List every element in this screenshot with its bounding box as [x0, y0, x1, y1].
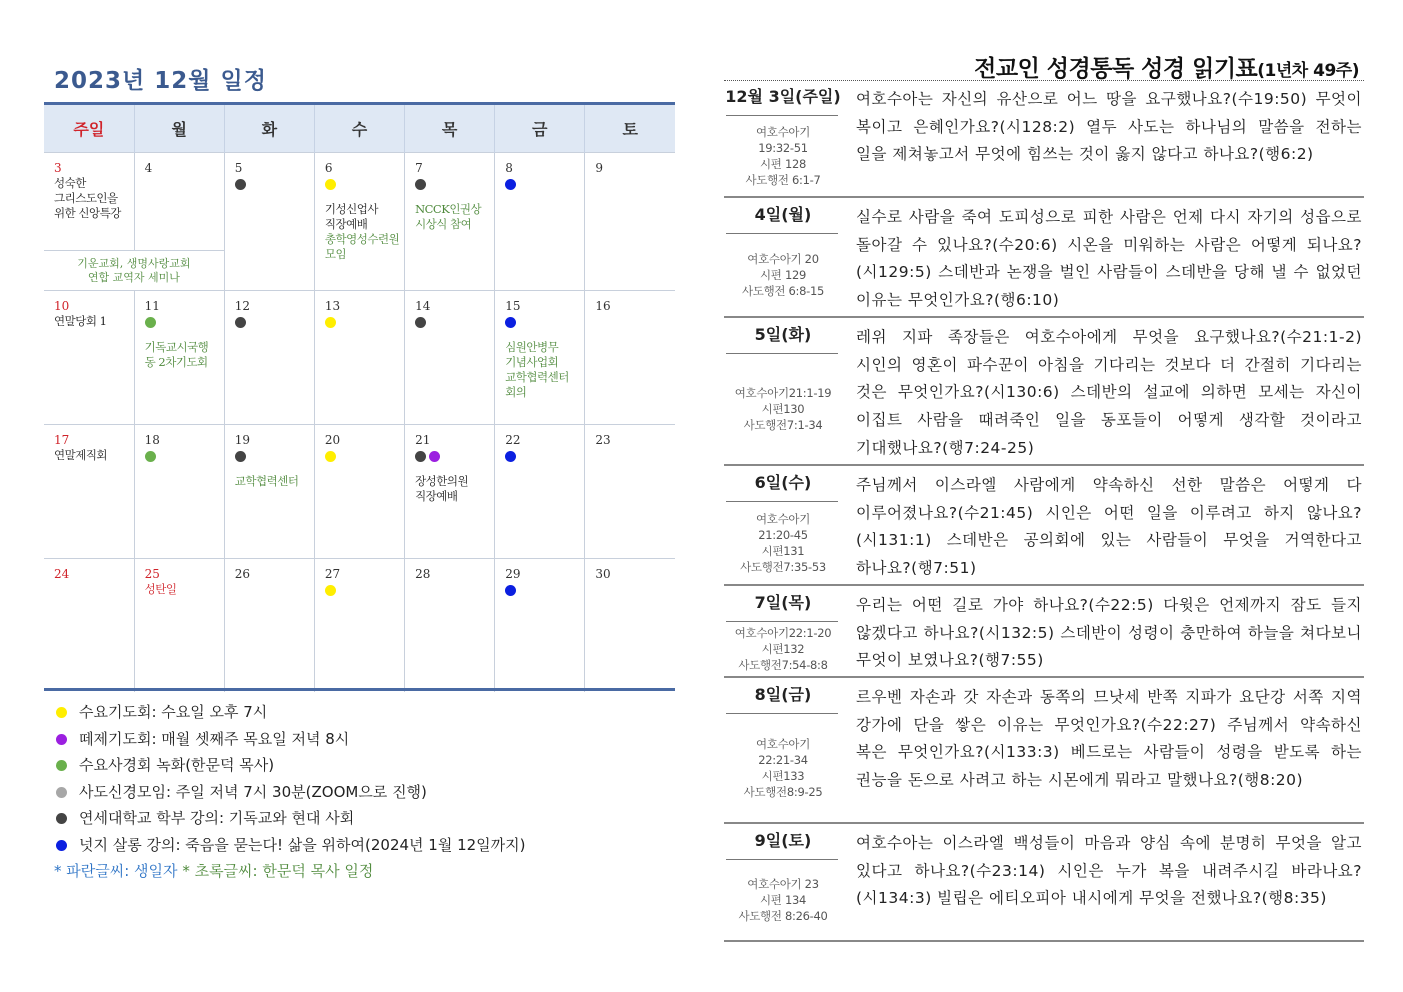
- calendar-week-row: [44, 152, 675, 250]
- event-label: 장성한의원: [415, 473, 469, 488]
- day-number: 17: [54, 432, 70, 447]
- event-label: 교학협력센터: [505, 369, 569, 384]
- reading-ref-column: [724, 826, 842, 940]
- day-number: 19: [234, 432, 251, 447]
- weekday-wed: 수: [314, 105, 404, 152]
- reading-day-dec8: [724, 680, 1364, 824]
- day-cell-7: [405, 152, 495, 290]
- reading-questions: 실수로 사람을 죽여 도피성으로 피한 사람은 언제 다시 자기의 성읍으로 돌아갈 수 있나요?(수20:6) 시온을 미워하는 사람은 어떻게 되나요?(시129:5) 스데반과 논쟁을 벌인 사람들이 스데반을 당해 낼 수 없었던 이유는 무엇인가요?(행6:10): [856, 208, 1362, 310]
- purple-dot-icon: [56, 734, 67, 745]
- reading-ref: 사도행전 8:26-40: [738, 908, 828, 923]
- event-label: 기성신업사: [324, 201, 378, 216]
- day-cell-6: [314, 152, 404, 290]
- day-number: 16: [595, 298, 611, 313]
- reading-ref: 22:21-34: [758, 752, 808, 767]
- reading-ref-column: [724, 588, 842, 676]
- day-number: 11: [144, 298, 160, 313]
- reading-questions: 르우벤 자손과 갓 자손과 동쪽의 므낫세 반쪽 지파가 요단강 서쪽 지역 강가에 단을 쌓은 이유는 무엇인가요?(수22:27) 주님께서 약속하신 복은 무엇인가요?(시133:3) 베드로는 사람들이 성령을 받도록 하는 권능을 돈으로 사려고 하는 시몬에게 뭐라고 말했나요?(행8:20): [856, 688, 1362, 790]
- green-dot-icon: [145, 317, 156, 328]
- reading-top-rule: [724, 80, 1364, 81]
- reading-questions: 레위 지파 족장들은 여호수아에게 무엇을 요구했나요?(수21:1-2) 시인의 영혼이 파수꾼이 아침을 기다리는 것보다 더 간절히 기다리는 것은 무엇인가요?(시130:6) 스데반의 설교에 의하면 모세는 자신이 이집트 사람을 때려죽인 일을 동포들이 어떻게 생각할 것이라고 기대했나요?(행7:24-25): [856, 328, 1362, 457]
- day-cell-15: [495, 290, 585, 424]
- day-cell-17: [44, 424, 134, 558]
- green-text-note: * 초록글씨: 한문덕 목사 일정: [182, 862, 374, 880]
- day-number: 22: [505, 432, 521, 447]
- reading-ref: 시편130: [761, 401, 805, 416]
- reading-ref: 시편133: [761, 768, 805, 783]
- day-number: 27: [324, 566, 341, 581]
- reading-questions: 여호수아는 이스라엘 백성들이 마음과 양심 속에 분명히 무엇을 알고 있다고 하나요?(수23:14) 시인은 누가 복을 내려주시길 바라나요?(시134:3) 빌립은 에티오피아 내시에게 무엇을 전했나요?(행8:35): [856, 834, 1362, 908]
- reading-day-dec7: [724, 588, 1364, 678]
- reading-ref: 21:20-45: [758, 527, 808, 542]
- day-cell-14: [405, 290, 495, 424]
- reading-ref: 시편132: [761, 641, 805, 656]
- day-number: 20: [324, 432, 341, 447]
- event-label: 연합 교역자 세미나: [87, 270, 180, 284]
- legend-item: [54, 752, 674, 779]
- legend-item: [54, 779, 674, 806]
- day-number: 25: [144, 566, 160, 581]
- day-number: 18: [144, 432, 160, 447]
- legend-label: 수요기도회: 수요일 오후 7시: [79, 703, 268, 721]
- reading-ref: 여호수아기22:1-20: [734, 625, 832, 640]
- day-cell-5: [224, 152, 314, 290]
- legend-label: 떼제기도회: 매월 셋째주 목요일 저녁 8시: [79, 729, 350, 748]
- reading-ref: 사도행전7:54-8:8: [738, 657, 828, 672]
- day-number: 28: [415, 566, 431, 581]
- event-label: 시상식 참여: [415, 216, 472, 231]
- reading-ref: 사도행전8:9-25: [743, 784, 823, 799]
- event-label: 회의: [505, 384, 527, 399]
- reading-day-dec6: [724, 468, 1364, 586]
- reading-ref-column: [724, 680, 842, 822]
- day-cell-18: [134, 424, 224, 558]
- event-label: 위한 신앙특강: [54, 205, 121, 220]
- day-number: 29: [505, 566, 521, 581]
- reading-ref: 여호수아기: [755, 124, 811, 139]
- day-cell-23: [585, 424, 675, 558]
- reading-title-main: 전교인 성경통독 성경 읽기표: [974, 56, 1258, 82]
- reading-date: 5일(화): [754, 325, 812, 344]
- day-cell-19: [224, 424, 314, 558]
- reading-date: 9일(토): [754, 831, 812, 850]
- reading-title-week: (1년차 49주): [1257, 61, 1359, 81]
- blue-dot-icon: [505, 585, 516, 596]
- blue-dot-icon: [505, 451, 516, 462]
- day-cell-12: [224, 290, 314, 424]
- reading-ref: 사도행전 6:1-7: [745, 172, 821, 187]
- blue-text-note: * 파란글씨: 생일자: [54, 862, 178, 880]
- weekday-header-row: [44, 105, 675, 152]
- event-label: 동 2차기도회: [144, 354, 208, 369]
- day-cell-4: [134, 152, 224, 250]
- event-label: 기념사업회: [505, 354, 559, 369]
- event-label: 직장예배: [415, 488, 458, 503]
- calendar-week-row: [44, 424, 675, 558]
- day-number: 14: [415, 298, 431, 313]
- calendar-bottom-rule: [44, 688, 675, 691]
- event-label: 총학영성수련원: [324, 231, 400, 246]
- legend-label: 연세대학교 학부 강의: 기독교와 현대 사회: [79, 809, 355, 827]
- reading-ref-column: [724, 200, 842, 316]
- day-number: 6: [324, 160, 333, 175]
- day-cell-11: [134, 290, 224, 424]
- dark-dot-icon: [415, 179, 426, 190]
- calendar-grid: [44, 105, 675, 692]
- yellow-dot-icon: [325, 585, 336, 596]
- reading-ref: 19:32-51: [758, 140, 808, 155]
- legend-item: [54, 699, 674, 726]
- event-label: 심원안병무: [505, 339, 559, 354]
- day-cell-27: [314, 558, 404, 692]
- event-label: 직장예배: [324, 216, 368, 231]
- dark-dot-icon: [415, 451, 426, 462]
- legend-item: [54, 726, 674, 753]
- weekday-sat: 토: [585, 105, 675, 152]
- day-cell-8: [495, 152, 585, 290]
- day-number: 26: [234, 566, 251, 581]
- yellow-dot-icon: [325, 179, 336, 190]
- reading-questions: 여호수아는 자신의 유산으로 어느 땅을 요구했나요?(수19:50) 무엇이 복이고 은혜인가요?(시128:2) 열두 사도는 하나님의 말씀을 전하는 일을 제쳐놓고서 무엇에 힘쓰는 것이 옳지 않다고 하나요?(행6:2): [856, 90, 1362, 164]
- event-label: NCCK인권상: [415, 201, 482, 216]
- reading-date: 4일(월): [754, 205, 812, 224]
- day-number: 3: [54, 160, 62, 175]
- dark-dot-icon: [415, 317, 426, 328]
- day-cell-26: [224, 558, 314, 692]
- legend-label: 사도신경모임: 주일 저녁 7시 30분(ZOOM으로 진행): [79, 782, 427, 801]
- event-label: 모임: [324, 246, 347, 261]
- calendar-title: 2023년 12월 일정: [54, 68, 267, 94]
- dark-dot-icon: [56, 813, 67, 824]
- day-cell-30: [585, 558, 675, 692]
- dark-dot-icon: [235, 179, 246, 190]
- reading-date: 7일(목): [754, 593, 812, 612]
- day-number: 5: [234, 160, 243, 175]
- event-label: 연말당회 1: [54, 313, 107, 328]
- reading-ref: 사도행전7:1-34: [743, 417, 823, 432]
- day-cell-10: [44, 290, 134, 424]
- purple-dot-icon: [429, 451, 440, 462]
- reading-day-dec9: [724, 826, 1364, 942]
- day-cell-20: [314, 424, 404, 558]
- blue-dot-icon: [505, 317, 516, 328]
- reading-ref: 시편 129: [759, 267, 807, 282]
- calendar-week-row: [44, 558, 675, 692]
- reading-questions: 우리는 어떤 길로 가야 하나요?(수22:5) 다윗은 언제까지 잠도 들지 않겠다고 하나요?(시132:5) 스데반이 성령이 충만하여 하늘을 쳐다보니 무엇이 보였나요?(행7:55): [856, 596, 1362, 670]
- event-label: 기독교시국행: [144, 339, 209, 354]
- reading-ref: 시편131: [761, 543, 805, 558]
- day-number: 4: [144, 160, 153, 175]
- reading-ref: 여호수아기 20: [747, 251, 819, 266]
- day-cell-13: [314, 290, 404, 424]
- day-number: 13: [324, 298, 341, 313]
- green-dot-icon: [56, 760, 67, 771]
- reading-day-dec4: [724, 200, 1364, 318]
- day-cell-16: [585, 290, 675, 424]
- day-number: 12: [234, 298, 251, 313]
- weekday-fri: 금: [495, 105, 585, 152]
- reading-day-dec5: [724, 320, 1364, 466]
- weekday-thu: 목: [405, 105, 495, 152]
- weekday-tue: 화: [224, 105, 314, 152]
- reading-ref: 여호수아기: [755, 736, 811, 751]
- yellow-dot-icon: [325, 317, 336, 328]
- green-dot-icon: [145, 451, 156, 462]
- reading-ref: 사도행전7:35-53: [740, 559, 826, 574]
- merged-event-cell: [44, 250, 224, 290]
- event-label: 그리스도인을: [54, 190, 118, 205]
- event-label: 연말제직회: [54, 447, 108, 462]
- blue-dot-icon: [56, 840, 67, 851]
- yellow-dot-icon: [325, 451, 336, 462]
- reading-day-dec3: [724, 82, 1364, 198]
- reading-date: 6일(수): [754, 473, 812, 492]
- reading-questions: 주님께서 이스라엘 사람에게 약속하신 선한 말씀은 어떻게 다 이루어졌나요?(수21:45) 시인은 어떤 일을 이루려고 하지 않나요?(시131:1) 스데반은 공의회에 있는 사람들이 무엇을 거역한다고 하나요?(행7:51): [856, 476, 1362, 578]
- legend-label: 넛지 살롱 강의: 죽음을 묻는다! 삶을 위하여(2024년 1월 12일까지): [79, 835, 526, 854]
- day-cell-22: [495, 424, 585, 558]
- reading-date: 12월 3일(주일): [725, 87, 841, 106]
- reading-ref: 여호수아기: [755, 511, 811, 526]
- weekday-mon: 월: [134, 105, 224, 152]
- reading-date: 8일(금): [754, 685, 812, 704]
- day-number: 9: [595, 160, 603, 175]
- day-number: 30: [595, 566, 611, 581]
- event-label: 성탄일: [144, 581, 177, 596]
- reading-ref: 시편 128: [759, 156, 807, 171]
- dark-dot-icon: [235, 451, 246, 462]
- legend-item: [54, 805, 674, 832]
- color-note: [54, 858, 674, 884]
- event-label: 성숙한: [54, 175, 86, 190]
- day-number: 15: [505, 298, 521, 313]
- reading-title: [974, 50, 1359, 83]
- day-cell-24: [44, 558, 134, 692]
- day-number: 24: [54, 566, 70, 581]
- event-label: 교학협력센터: [234, 473, 299, 488]
- day-cell-3: [44, 152, 134, 250]
- dark-dot-icon: [235, 317, 246, 328]
- day-cell-9: [585, 152, 675, 290]
- day-number: 10: [54, 298, 70, 313]
- legend-label: 수요사경회 녹화(한문덕 목사): [79, 756, 275, 774]
- day-number: 8: [505, 160, 513, 175]
- day-number: 7: [415, 160, 423, 175]
- yellow-dot-icon: [56, 707, 67, 718]
- day-cell-21: [405, 424, 495, 558]
- reading-ref: 사도행전 6:8-15: [741, 283, 825, 298]
- gray-dot-icon: [56, 787, 67, 798]
- calendar-legend: [54, 699, 674, 884]
- reading-ref-column: [724, 82, 842, 196]
- reading-ref-column: [724, 468, 842, 584]
- legend-item: [54, 832, 674, 859]
- event-label: 기운교회, 생명사랑교회: [77, 256, 191, 270]
- day-cell-25: [134, 558, 224, 692]
- reading-ref-column: [724, 320, 842, 464]
- weekday-sun: 주일: [44, 105, 134, 152]
- day-cell-28: [405, 558, 495, 692]
- day-number: 23: [595, 432, 611, 447]
- day-number: 21: [415, 432, 431, 447]
- day-cell-29: [495, 558, 585, 692]
- calendar-week-row: [44, 290, 675, 424]
- reading-ref: 여호수아기 23: [747, 876, 819, 891]
- reading-ref: 시편 134: [759, 892, 807, 907]
- blue-dot-icon: [505, 179, 516, 190]
- reading-ref: 여호수아기21:1-19: [734, 385, 832, 400]
